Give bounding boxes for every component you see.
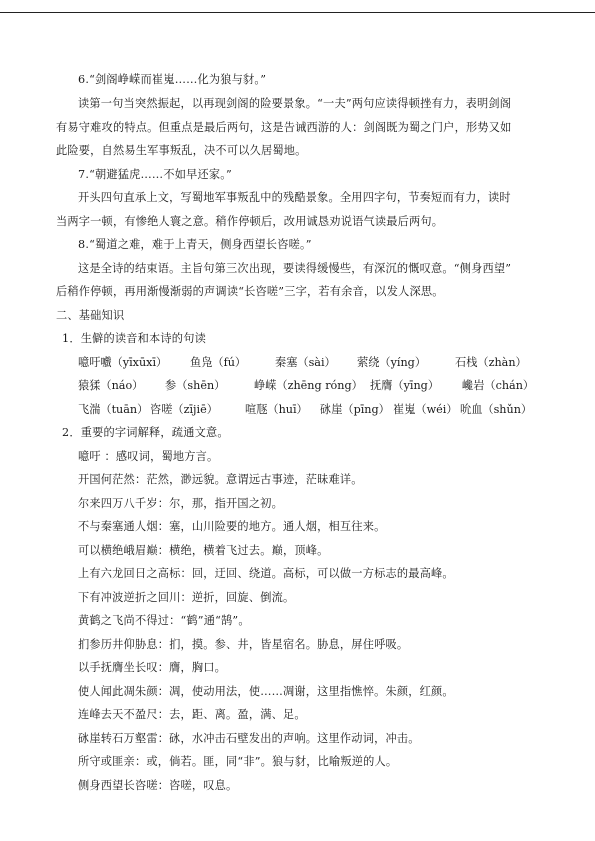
glossary-entry: 尔来四万八千岁：尔，那，指开国之初。 bbox=[78, 497, 283, 510]
glossary-entry: 黄鹤之飞尚不得过：“鹤”通“鹄”。 bbox=[78, 614, 250, 627]
pronunciation-entry: 飞湍（tuān） bbox=[78, 403, 149, 416]
paragraph-line: 这是全诗的结束语。主旨句第三次出现，要读得缓慢些，有深沉的慨叹意。“侧身西望” bbox=[78, 262, 512, 275]
paragraph-line: 读第一句当突然振起，以再现剑阁的险要景象。“一夫”两句应读得顿挫有力，表明剑阁 bbox=[78, 97, 512, 110]
glossary-entry: 上有六龙回日之高标：回，迂回、绕道。高标，可以做一方标志的最高峰。 bbox=[78, 567, 454, 580]
pronunciation-entry: 秦塞（sài） bbox=[275, 356, 336, 369]
pronunciation-entry: 噫吁嚱（yīxūxī） bbox=[78, 356, 168, 369]
glossary-entry: 以手抚膺坐长叹：膺，胸口。 bbox=[78, 661, 227, 674]
glossary-entry: 开国何茫然：茫然，渺远貌。意谓远古事迹，茫昧难详。 bbox=[78, 473, 363, 486]
glossary-entry: 不与秦塞通人烟：塞，山川险要的地方。通人烟，相互往来。 bbox=[78, 520, 386, 533]
subheading-pronunciation: 1．生僻的读音和本诗的句读 bbox=[62, 332, 206, 345]
pronunciation-entry: 砯崖（pīng） bbox=[320, 403, 390, 416]
paragraph-line: 此险要，自然易生军事叛乱，决不可以久居蜀地。 bbox=[56, 144, 307, 157]
pronunciation-entry: 石栈（zhàn） bbox=[455, 356, 527, 369]
pronunciation-entry: 抚膺（yīng） bbox=[370, 379, 440, 392]
glossary-entry: 侧身西望长咨嗟：咨嗟，叹息。 bbox=[78, 779, 238, 792]
glossary-entry: 所守或匪亲：或，倘若。匪，同“非”。狼与豺，比喻叛逆的人。 bbox=[78, 755, 398, 768]
heading-item-6: 6.“剑阁峥嵘而崔嵬……化为狼与豺。” bbox=[78, 73, 267, 86]
header-rule bbox=[0, 12, 595, 13]
glossary-entry: 砯崖转石万壑雷：砯，水冲击石壁发出的声响。这里作动词，冲击。 bbox=[78, 732, 420, 745]
paragraph-line: 开头四句直承上文，写蜀地军事叛乱中的残酷景象。全用四字句，节奏短而有力，读时 bbox=[78, 191, 511, 204]
pronunciation-entry: 喧豗（huī） bbox=[245, 403, 308, 416]
subheading-glossary: 2．重要的字词解释，疏通文意。 bbox=[62, 426, 229, 439]
pronunciation-entry: 峥嵘（zhēng róng） bbox=[254, 379, 363, 392]
glossary-entry: 使人闻此凋朱颜：凋，使动用法，使……凋谢，这里指憔悴。朱颜，红颜。 bbox=[78, 685, 454, 698]
pronunciation-entry: 猿猱（náo） bbox=[78, 379, 144, 392]
heading-item-8: 8.“蜀道之难，难于上青天，侧身西望长咨嗟。” bbox=[78, 238, 312, 251]
pronunciation-entry: 参（shēn） bbox=[165, 379, 226, 392]
glossary-entry: 下有冲波逆折之回川：逆折，回旋、倒流。 bbox=[78, 591, 295, 604]
section-heading-basics: 二、基础知识 bbox=[56, 309, 125, 322]
glossary-entry: 噫吁 ：感叹词，蜀地方言。 bbox=[78, 450, 219, 463]
heading-item-7: 7.“朝避猛虎……不如早还家。” bbox=[78, 168, 232, 181]
pronunciation-entry: 咨嗟（zījiē） bbox=[150, 403, 218, 416]
pronunciation-entry: 崔嵬（wéi） bbox=[393, 403, 458, 416]
pronunciation-entry: 萦绕（yíng） bbox=[357, 356, 427, 369]
glossary-entry: 可以横绝峨眉巅：横绝，横着飞过去。巅，顶峰。 bbox=[78, 544, 329, 557]
pronunciation-entry: 巉岩（chán） bbox=[462, 379, 535, 392]
glossary-entry: 连峰去天不盈尺：去，距、离。盈，满、足。 bbox=[78, 708, 306, 721]
glossary-entry: 扪参历井仰胁息：扪，摸。参、井，皆星宿名。胁息，屏住呼吸。 bbox=[78, 638, 409, 651]
paragraph-line: 有易守难攻的特点。但重点是最后两句，这是告诫西游的人：剑阁既为蜀之门户，形势又如 bbox=[56, 121, 512, 134]
paragraph-line: 当两字一顿，有惨绝人寰之意。稍作停顿后，改用诚恳劝说语气读最后两句。 bbox=[56, 215, 444, 228]
pronunciation-entry: 吮血（shǔn） bbox=[460, 403, 533, 416]
paragraph-line: 后稍作停顿，再用渐慢渐弱的声调读“长咨嗟”三字，若有余音，以发人深思。 bbox=[56, 285, 444, 298]
pronunciation-entry: 鱼凫（fú） bbox=[190, 356, 247, 369]
